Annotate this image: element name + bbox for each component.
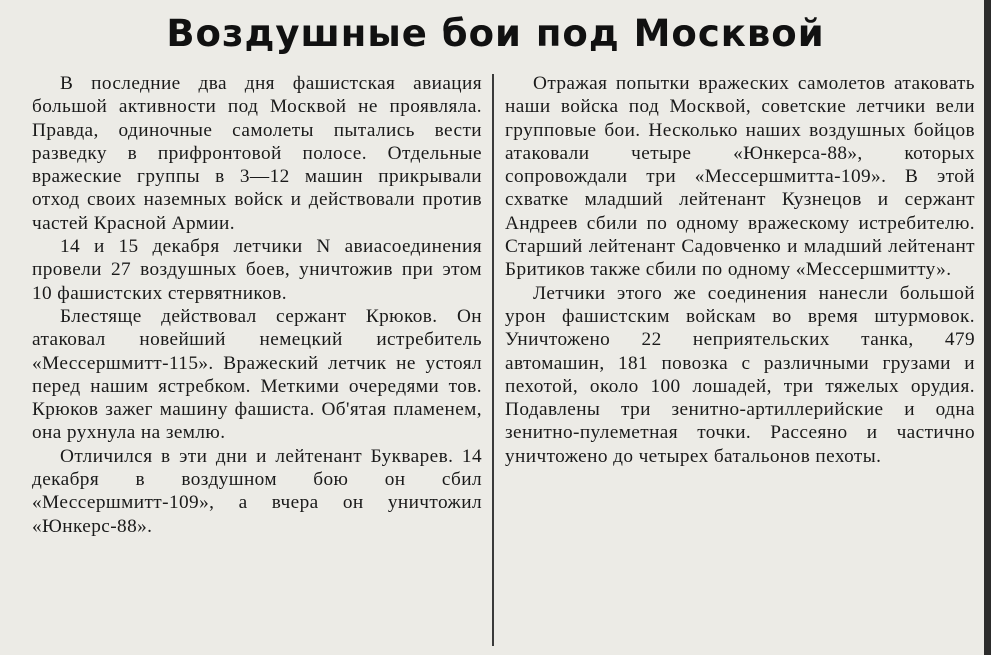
paragraph-6: Летчики этого же соединения нанесли большой урон фашистским войскам во время штурмовок. Уничтожено 22 неприятельских танка, 479 автомашин, 181 повозка с различными грузами и пехотой, около 100 лошадей, три тяжелых орудия. Подавлены три зенитно-артиллерийские и одна зенитно-пулеметная точки. Рассеяно и частично уничтожено до четырех батальонов пехоты. xyxy=(505,282,975,467)
page-edge-border xyxy=(984,0,991,655)
paragraph-2: 14 и 15 декабря летчики N авиасоединения провели 27 воздушных боев, уничтожив при этом 10 фашистских стервятников. xyxy=(32,236,482,304)
paragraph-5: Отражая попытки вражеских самолетов атаковать наши войска под Москвой, советские летчики вели групповые бои. Несколько наших воздушных бойцов атаковали четыре «Юнкерса-88», которых сопровождали три «Мессершмитта-109». В этой схватке младший лейтенант Кузнецов и сержант Андреев сбили по одному вражескому истребителю. Старший лейтенант Садовченко и младший лейтенант Бритиков также сбили по одному «Мессершмитту». xyxy=(505,73,975,281)
column-divider xyxy=(492,74,494,646)
paragraph-1: В последние два дня фашистская авиация большой активности под Москвой не проявляла. Правда, одиночные самолеты пытались вести разведку в прифронтовой полосе. Отдельные вражеские группы в 3—12 машин прикрывали отход своих наземных войск и действовали против частей Красной Армии. xyxy=(32,73,482,234)
right-column xyxy=(505,72,975,468)
paragraph-4: Отличился в эти дни и лейтенант Букварев. 14 декабря в воздушном бою он сбил «Мессершмитт-109», а вчера он уничтожил «Юнкерс-88». xyxy=(32,445,482,537)
paragraph-3: Блестяще действовал сержант Крюков. Он атаковал новейший немецкий истребитель «Мессершмитт-115». Вражеский летчик не устоял перед нашим ястребком. Меткими очередями тов. Крюков зажег машину фашиста. Об'ятая пламенем, она рухнула на землю. xyxy=(32,305,482,444)
left-column xyxy=(32,72,482,538)
article-headline: Воздушные бои под Москвой xyxy=(166,12,825,55)
